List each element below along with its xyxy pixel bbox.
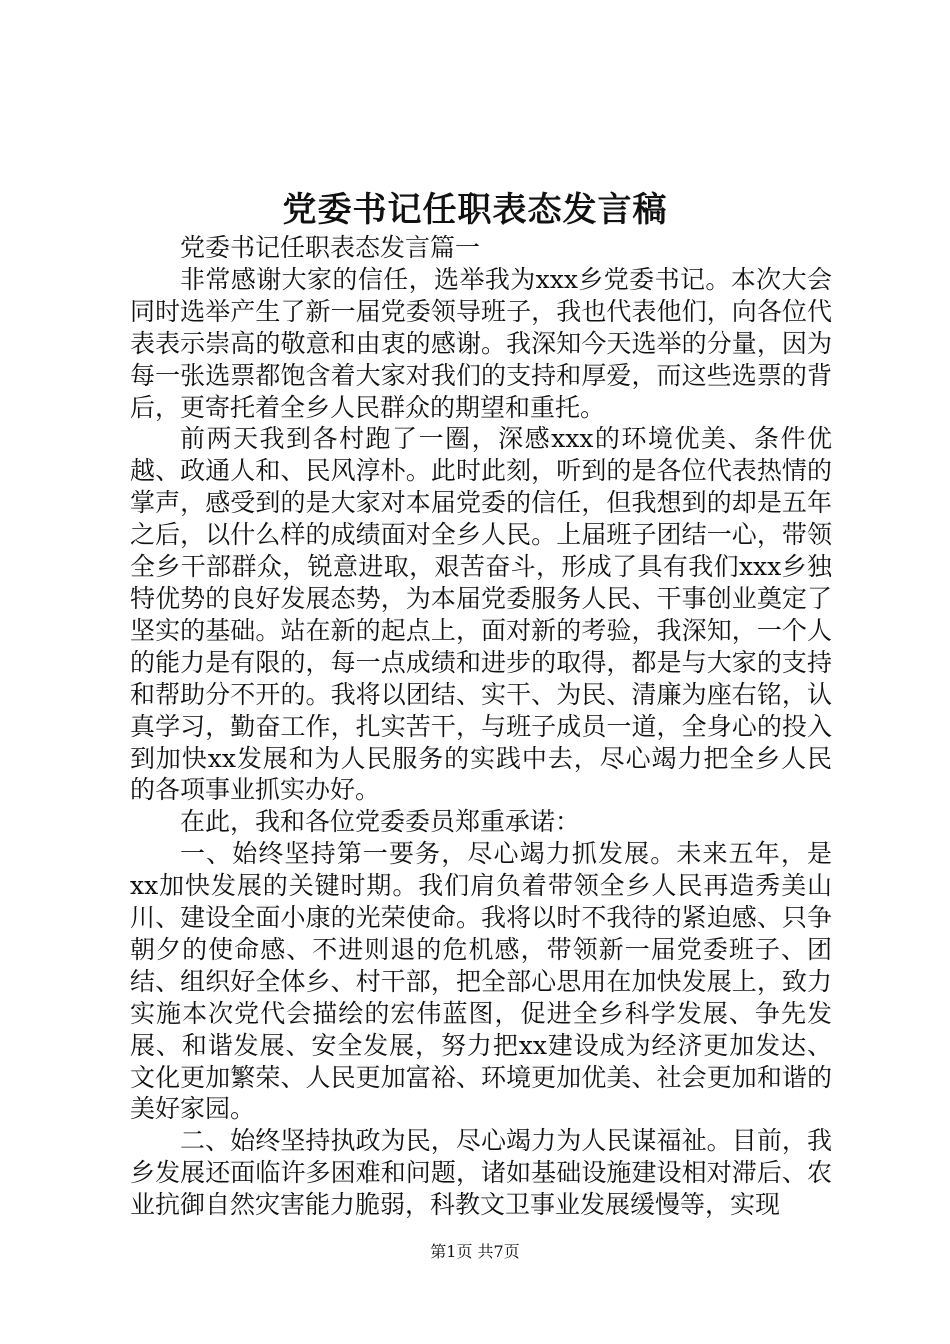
document-title: 党委书记任职表态发言稿 [282,190,668,230]
section-heading: 党委书记任职表态发言篇一 [180,233,481,262]
paragraph: 一、始终坚持第一要务，尽心竭力抓发展。未来五年，是xx加快发展的关键时期。我们肩负着带领全乡人民再造秀美山川、建设全面小康的光荣使命。我将以时不我待的紧迫感、只争朝夕的使命感、不进则退的危机感，带领新一届党委班子、团结、组织好全体乡、村干部，把全部心思用在加快发展上，致力实施本次党代会描绘的宏伟蓝图，促进全乡科学发展、争先发展、和谐发展、安全发展，努力把xx建设成为经济更加发达、文化更加繁荣、人民更加富裕、环境更加优美、社会更加和谐的美好家园。 [130,839,832,1124]
document-body [130,232,832,1221]
paragraph: 非常感谢大家的信任，选举我为xxx乡党委书记。本次大会同时选举产生了新一届党委领导班子，我也代表他们，向各位代表表示崇高的敬意和由衷的感谢。我深知今天选举的分量，因为每一张选票都饱含着大家对我们的支持和厚爱，而这些选票的背后，更寄托着全乡人民群众的期望和重托。 [130,264,832,422]
page-footer: 第1页 共7页 [430,1242,520,1261]
paragraph: 在此，我和各位党委委员郑重承诺： [180,807,581,837]
paragraph: 二、始终坚持执政为民，尽心竭力为人民谋福祉。目前，我乡发展还面临许多困难和问题，诸如基础设施建设相对滞后、农业抗御自然灾害能力脆弱，科教文卫事业发展缓慢等，实现 [130,1126,832,1220]
paragraph: 前两天我到各村跑了一圈，深感xxx的环境优美、条件优越、政通人和、民风淳朴。此时此刻，听到的是各位代表热情的掌声，感受到的是大家对本届党委的信任，但我想到的却是五年之后，以什么样的成绩面对全乡人民。上届班子团结一心，带领全乡干部群众，锐意进取，艰苦奋斗，形成了具有我们xxx乡独特优势的良好发展态势，为本届党委服务人民、干事创业奠定了坚实的基础。站在新的起点上，面对新的考验，我深知，一个人的能力是有限的，每一点成绩和进步的取得，都是与大家的支持和帮助分不开的。我将以团结、实干、为民、清廉为座右铭，认真学习，勤奋工作，扎实苦干，与班子成员一道，全身心的投入到加快xx发展和为人民服务的实践中去，尽心竭力把全乡人民的各项事业抓实办好。 [130,424,832,805]
